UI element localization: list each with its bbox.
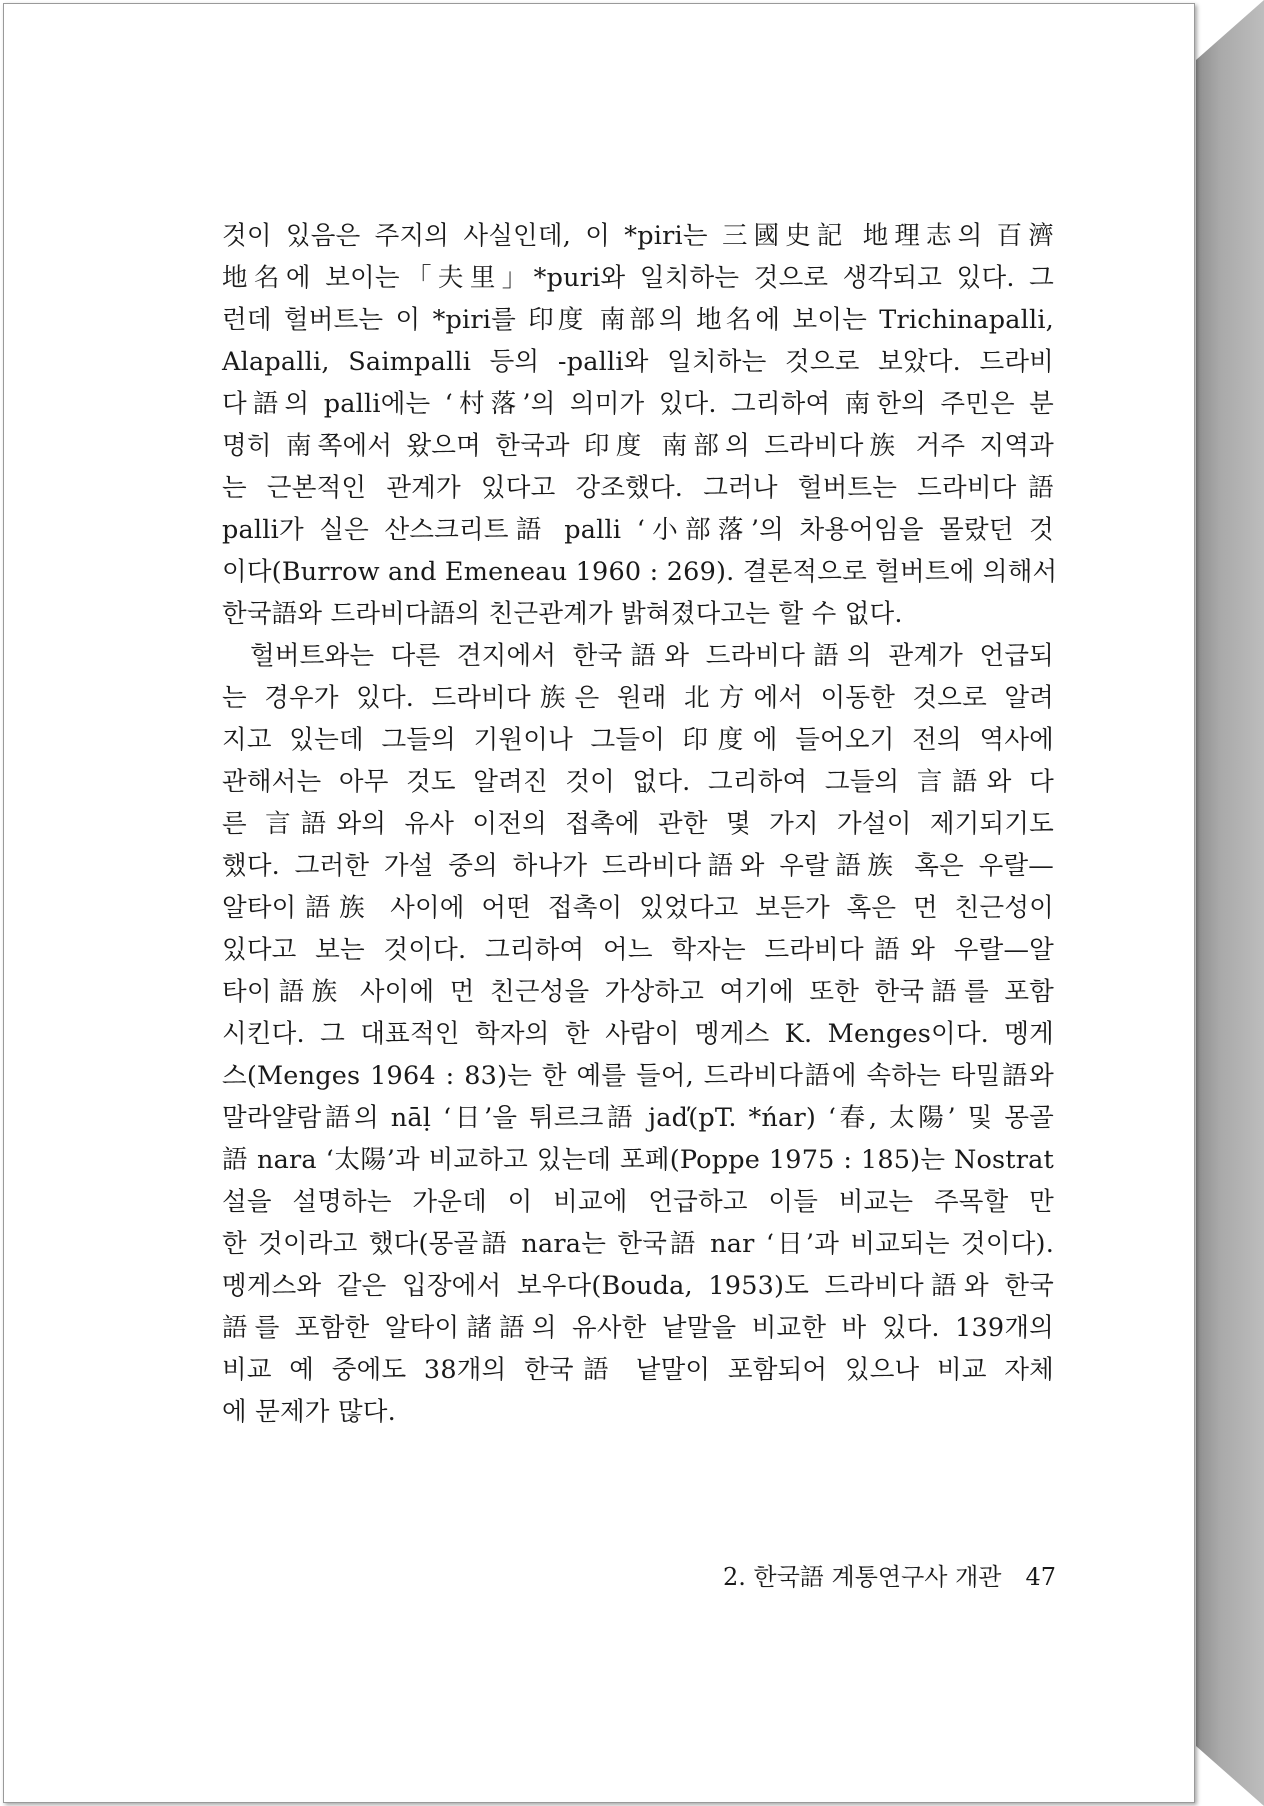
text-line: 지고 있는데 그들의 기원이나 그들이 印度에 들어오기 전의 역사에	[222, 725, 1054, 755]
book-edge-top	[1196, 0, 1264, 60]
text-line: 스(Menges 1964 : 83)는 한 예를 들어, 드라비다語에 속하는 타밀語와	[222, 1061, 1054, 1091]
text-line: 한 것이라고 했다(몽골語 nara는 한국語 nar ‘日’과 비교되는 것이다).	[222, 1229, 1054, 1259]
text-line: 이다(Burrow and Emeneau 1960 : 269). 결론적으로 헐버트에 의해서	[222, 557, 1058, 587]
text-line: 것이 있음은 주지의 사실인데, 이 *piri는 三國史記 地理志의 百濟	[222, 221, 1054, 251]
text-line: 명히 南쪽에서 왔으며 한국과 印度 南部의 드라비다族 거주 지역과	[222, 431, 1054, 461]
text-line: 地名에 보이는「夫里」*puri와 일치하는 것으로 생각되고 있다. 그	[222, 263, 1054, 293]
paragraph-first-line: 헐버트와는 다른 견지에서 한국語와 드라비다語의 관계가 언급되	[250, 641, 1054, 671]
body-text	[222, 215, 1058, 1433]
text-line: Alapalli, Saimpalli 등의 -palli와 일치하는 것으로 보았다. 드라비	[222, 347, 1054, 377]
text-line: 는 경우가 있다. 드라비다族은 원래 北方에서 이동한 것으로 알려	[222, 683, 1054, 713]
text-line: 語 nara ‘太陽’과 비교하고 있는데 포페(Poppe 1975 : 185)는 Nostrat	[222, 1145, 1054, 1175]
text-line: 설을 설명하는 가운데 이 비교에 언급하고 이들 비교는 주목할 만	[222, 1187, 1054, 1217]
section-title: 2. 한국語 계통연구사 개관	[723, 1563, 1002, 1591]
text-line: 타이語族 사이에 먼 친근성을 가상하고 여기에 또한 한국語를 포함	[222, 977, 1054, 1007]
text-line: 있다고 보는 것이다. 그리하여 어느 학자는 드라비다語와 우랄—알	[222, 935, 1054, 965]
text-line: 멩게스와 같은 입장에서 보우다(Bouda, 1953)도 드라비다語와 한국	[222, 1271, 1054, 1301]
text-line: 語를 포함한 알타이諸語의 유사한 낱말을 비교한 바 있다. 139개의	[222, 1313, 1054, 1343]
book-edge-bottom	[1196, 1746, 1264, 1806]
text-line: 알타이語族 사이에 어떤 접촉이 있었다고 보든가 혹은 먼 친근성이	[222, 893, 1054, 923]
text-line: 는 근본적인 관계가 있다고 강조했다. 그러나 헐버트는 드라비다語	[222, 473, 1054, 503]
text-line: 런데 헐버트는 이 *piri를 印度 南部의 地名에 보이는 Trichinapalli,	[222, 305, 1054, 335]
paragraph-last-line: 한국語와 드라비다語의 친근관계가 밝혀졌다고는 할 수 없다.	[222, 599, 903, 629]
text-line: 말라얄람語의 nāḷ ‘日’을 튀르크語 jaď(pT. *ńar) ‘春, 太陽’ 및 몽골	[222, 1103, 1054, 1133]
book-page	[3, 3, 1195, 1803]
paragraph-last-line: 에 문제가 많다.	[222, 1397, 396, 1427]
text-line: 관해서는 아무 것도 알려진 것이 없다. 그리하여 그들의 言語와 다	[222, 767, 1054, 797]
text-line: 른 言語와의 유사 이전의 접촉에 관한 몇 가지 가설이 제기되기도	[222, 809, 1054, 839]
text-line: 비교 예 중에도 38개의 한국語 낱말이 포함되어 있으나 비교 자체	[222, 1355, 1054, 1385]
running-footer	[664, 1557, 1056, 1597]
page-number: 47	[1025, 1563, 1056, 1591]
text-line: 시킨다. 그 대표적인 학자의 한 사람이 멩게스 K. Menges이다. 멩게	[222, 1019, 1054, 1049]
text-line: 했다. 그러한 가설 중의 하나가 드라비다語와 우랄語族 혹은 우랄—	[222, 851, 1054, 881]
book-edge	[1196, 0, 1264, 1806]
text-line: palli가 실은 산스크리트語 palli ‘小部落’의 차용어임을 몰랐던 것	[222, 515, 1054, 545]
text-line: 다語의 palli에는 ‘村落’의 의미가 있다. 그리하여 南한의 주민은 분	[222, 389, 1054, 419]
